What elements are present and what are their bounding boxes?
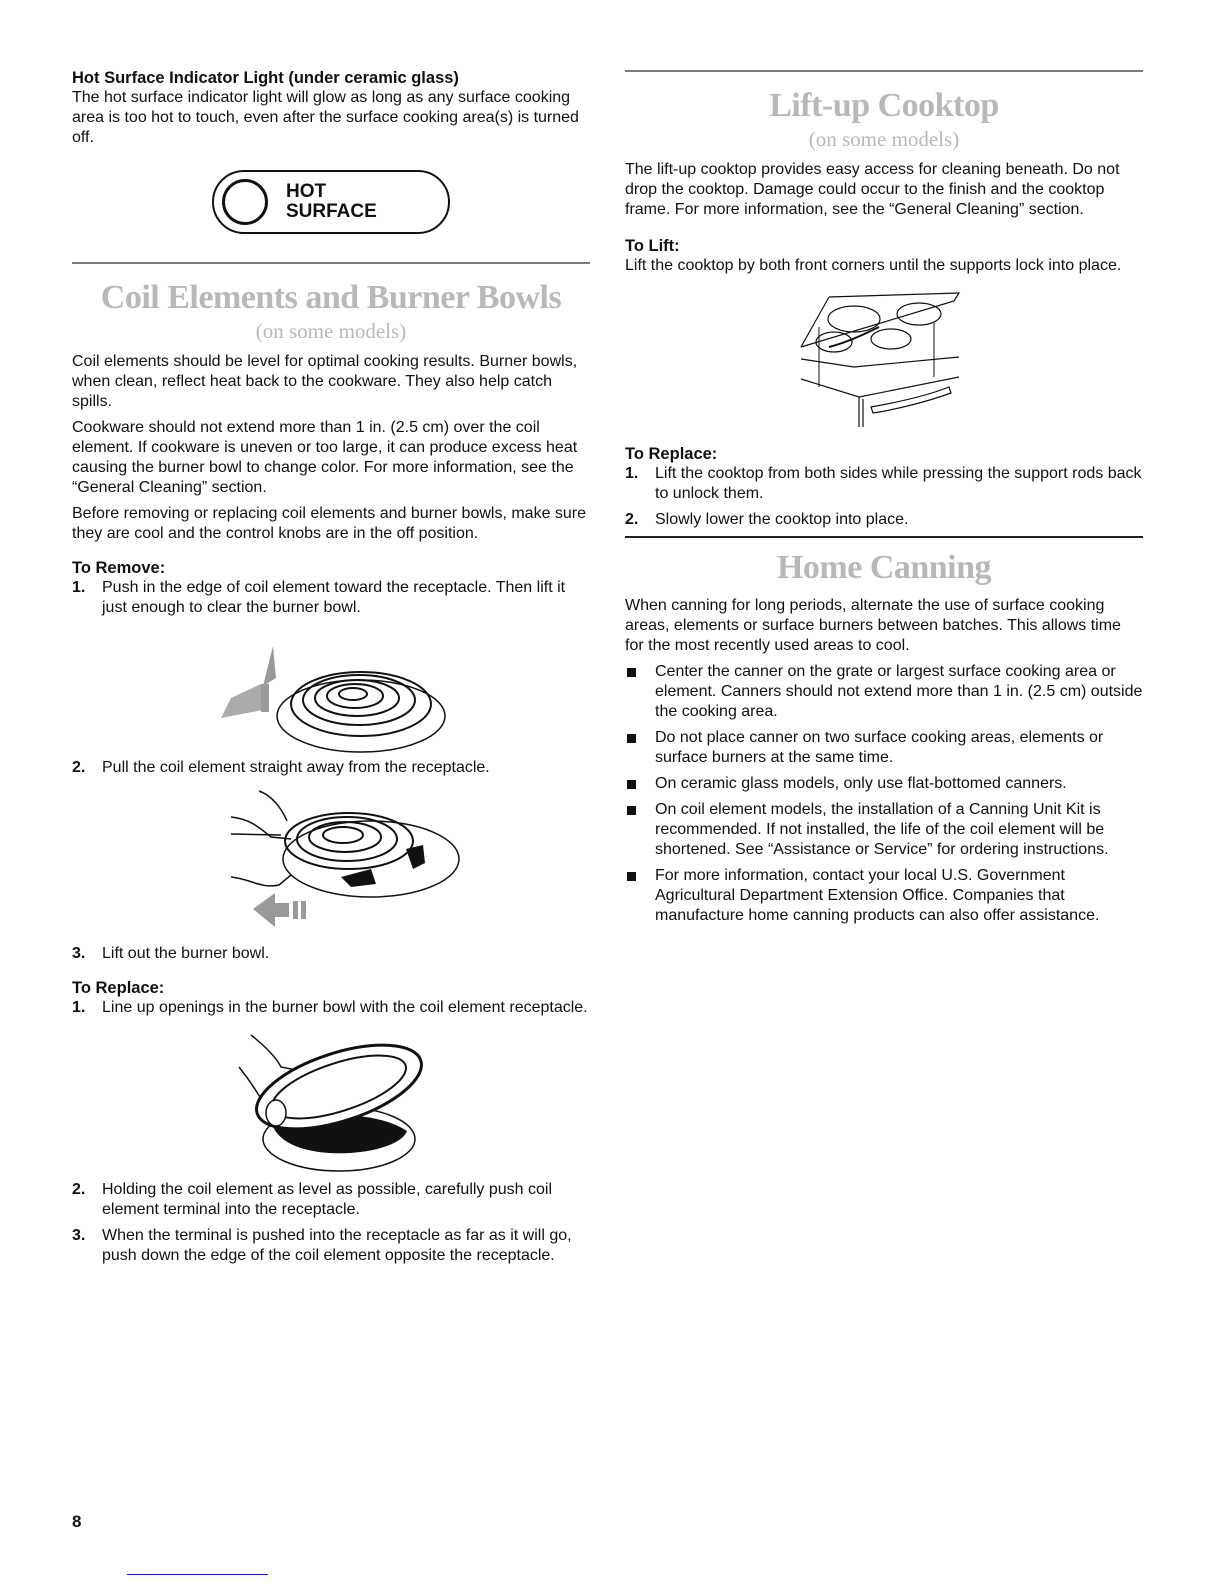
to-replace-heading: To Replace: bbox=[72, 979, 165, 997]
canning-section-title: Home Canning bbox=[776, 549, 992, 586]
hot-surface-figure bbox=[72, 154, 590, 250]
step-text: Pull the coil element straight away from the receptacle. bbox=[102, 759, 490, 776]
replace-steps bbox=[72, 998, 590, 1018]
step-number: 2. bbox=[72, 1181, 86, 1198]
step-text: Holding the coil element as level as possible, carefully push coil element terminal into the receptacle. bbox=[102, 1181, 553, 1218]
section-divider bbox=[72, 262, 590, 264]
coil-paragraph-3: Before removing or replacing coil elements and burner bowls, make sure they are cool and the control knobs are in the off position. bbox=[72, 505, 587, 542]
step-text: When the terminal is pushed into the receptacle as far as it will go, push down the edge of the coil element opposite the receptacle. bbox=[102, 1227, 572, 1264]
replace-step bbox=[72, 998, 590, 1018]
step-number: 3. bbox=[72, 1227, 86, 1244]
hands-pulling-coil-icon bbox=[201, 789, 461, 939]
remove-steps bbox=[72, 578, 590, 618]
square-bullet-icon bbox=[627, 668, 636, 677]
bullet-text: Center the canner on the grate or largest surface cooking area or element. Canners should not extend more than 1 in. (2.5 cm) outside the cooking area. bbox=[655, 663, 1143, 720]
bullet-text: On ceramic glass models, only use flat-bottomed canners. bbox=[655, 775, 1067, 792]
page-number: 8 bbox=[72, 1512, 82, 1531]
coil-element-push-icon bbox=[201, 626, 461, 756]
hot-surface-body: The hot surface indicator light will glow as long as any surface cooking area is too hot to touch, even after the surface cooking area(s) is turned off. bbox=[72, 89, 579, 146]
coil-section-title: Coil Elements and Burner Bowls bbox=[100, 279, 562, 316]
square-bullet-icon bbox=[627, 780, 636, 789]
remove-step bbox=[72, 758, 590, 778]
liftup-body: The lift-up cooktop provides easy access for cleaning beneath. Do not drop the cooktop. Damage could occur to the finish and the cooktop frame. For more information, see the “General Cleaning” section. bbox=[625, 161, 1120, 218]
hot-surface-heading: Hot Surface Indicator Light (under ceramic glass) bbox=[72, 69, 459, 87]
remove-step bbox=[72, 944, 590, 964]
step-number: 2. bbox=[625, 511, 639, 528]
burner-bowl-illustration bbox=[72, 1024, 590, 1180]
replace-step bbox=[72, 1226, 590, 1266]
cooktop-lifted-icon bbox=[799, 287, 969, 427]
canning-bullet bbox=[625, 774, 1143, 794]
coil-section-subtitle: (on some models) bbox=[255, 319, 407, 343]
lift-up-cooktop-illustration bbox=[625, 282, 1143, 432]
hot-surface-indicator-badge bbox=[212, 170, 450, 234]
badge-line-hot: HOT bbox=[286, 181, 327, 202]
square-bullet-icon bbox=[627, 734, 636, 743]
step-text: Slowly lower the cooktop into place. bbox=[655, 511, 909, 528]
step-number: 1. bbox=[72, 579, 86, 596]
liftup-section-subtitle: (on some models) bbox=[808, 127, 960, 151]
step-text: Lift out the burner bowl. bbox=[102, 945, 270, 962]
step-number: 2. bbox=[72, 759, 86, 776]
canning-bullet bbox=[625, 662, 1143, 722]
replace-step bbox=[72, 1180, 590, 1220]
bullet-text: For more information, contact your local U.S. Government Agricultural Department Extension Office. Companies that manufacture home canning products can also offer assistance. bbox=[655, 867, 1100, 924]
remove-step bbox=[72, 578, 590, 618]
step-text: Lift the cooktop from both sides while pressing the support rods back to unlock them. bbox=[655, 465, 1142, 502]
canning-bullets bbox=[625, 662, 1143, 926]
coil-paragraph-2: Cookware should not extend more than 1 in. (2.5 cm) over the coil element. If cookware is uneven or too large, it can produce excess heat causing the burner bowl to change color. For more information, see the “General Cleaning” section. bbox=[72, 419, 578, 496]
hand-placing-bowl-icon bbox=[221, 1027, 441, 1177]
canning-intro: When canning for long periods, alternate the use of surface cooking areas, elements or surface burners between batches. This allows time for the most recently used areas to cool. bbox=[625, 597, 1121, 654]
step-number: 3. bbox=[72, 945, 86, 962]
bullet-text: Do not place canner on two surface cooking areas, elements or surface burners at the same time. bbox=[655, 729, 1104, 766]
step-text: Line up openings in the burner bowl with the coil element receptacle. bbox=[102, 999, 588, 1016]
canning-bullet bbox=[625, 800, 1143, 860]
footer-link-underline[interactable] bbox=[127, 1574, 268, 1575]
left-column bbox=[72, 0, 590, 1272]
square-bullet-icon bbox=[627, 872, 636, 881]
liftup-to-replace-heading: To Replace: bbox=[625, 445, 718, 463]
canning-bullet bbox=[625, 866, 1143, 926]
coil-paragraph-1: Coil elements should be level for optimal cooking results. Burner bowls, when clean, reflect heat back to the cookware. They also help catch spills. bbox=[72, 353, 578, 410]
liftup-replace-step bbox=[625, 464, 1143, 504]
indicator-light-icon bbox=[222, 179, 268, 225]
right-column bbox=[625, 0, 1143, 932]
to-remove-heading: To Remove: bbox=[72, 559, 166, 577]
section-divider bbox=[625, 536, 1143, 538]
liftup-replace-steps bbox=[625, 464, 1143, 530]
step-number: 1. bbox=[625, 465, 639, 482]
to-lift-body: Lift the cooktop by both front corners until the supports lock into place. bbox=[625, 257, 1122, 274]
remove-coil-illustration bbox=[72, 624, 590, 758]
step-number: 1. bbox=[72, 999, 86, 1016]
liftup-replace-step bbox=[625, 510, 1143, 530]
to-lift-heading: To Lift: bbox=[625, 237, 680, 255]
pull-coil-illustration bbox=[72, 784, 590, 944]
remove-steps-cont2 bbox=[72, 944, 590, 964]
badge-line-surface: SURFACE bbox=[286, 201, 377, 222]
section-divider bbox=[625, 70, 1143, 72]
bullet-text: On coil element models, the installation of a Canning Unit Kit is recommended. If not installed, the life of the coil element will be shortened. See “Assistance or Service” for ordering instructions. bbox=[655, 801, 1109, 858]
canning-bullet bbox=[625, 728, 1143, 768]
square-bullet-icon bbox=[627, 806, 636, 815]
replace-steps-cont bbox=[72, 1180, 590, 1266]
step-text: Push in the edge of coil element toward the receptacle. Then lift it just enough to clear the burner bowl. bbox=[102, 579, 566, 616]
remove-steps-cont bbox=[72, 758, 590, 778]
liftup-section-title: Lift-up Cooktop bbox=[769, 87, 999, 124]
